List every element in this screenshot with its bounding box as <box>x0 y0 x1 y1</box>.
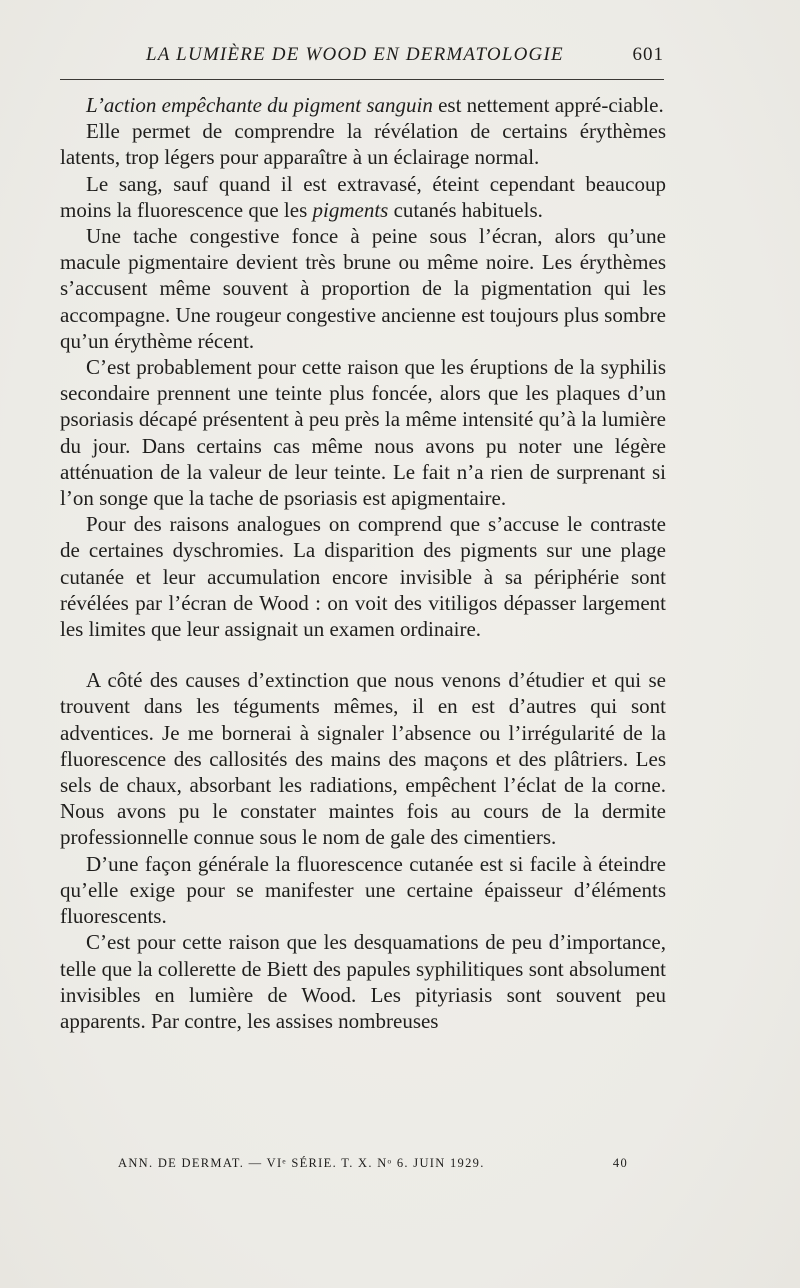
paragraph-text: Une tache congestive fonce à peine sous l’écran, alors qu’une macule pigmentaire devient très brune ou même noire. Les érythèmes s’accusent même souvent à proportion de la pigmentation qui les accompagne. Une rougeur congestive ancienne est toujours plus sombre qu’un érythème récent. <box>60 224 666 353</box>
page-number: 601 <box>632 44 664 65</box>
body-text <box>60 92 666 1034</box>
paragraph-5 <box>60 354 666 511</box>
paragraph-text: D’une façon générale la fluorescence cutanée est si facile à éteindre qu’elle exige pour se manifester une certaine épaisseur d’éléments fluorescents. <box>60 851 666 929</box>
page-header <box>60 44 664 74</box>
header-rule <box>60 79 664 80</box>
signature-mark: 40 <box>612 1156 628 1170</box>
paragraph-3 <box>60 171 666 223</box>
paragraph-6 <box>60 511 666 642</box>
italic-phrase: L’action empêchante du pigment sanguin <box>86 93 433 117</box>
running-title: LA LUMIÈRE DE WOOD EN DERMATOLOGIE <box>146 44 564 65</box>
paragraph-text: est nettement appré-ciable. <box>432 93 664 117</box>
paragraph-text: cutanés habituels. <box>388 197 543 222</box>
paragraph-2 <box>60 118 666 170</box>
paragraph-text: Pour des raisons analogues on comprend que s’accuse le contraste de certaines dyschromies. La disparition des pigments sur une plage cutanée et leur accumulation encore invisible à sa périphérie sont révélées par l’écran de Wood : on voit des vitiligos dépasser largement les limites que leur assignait un examen ordinaire. <box>60 512 666 642</box>
paragraph-7 <box>60 667 666 850</box>
paragraph-text: C’est probablement pour cette raison que les éruptions de la syphilis secondaire prennent une teinte plus foncée, alors que les plaques d’un psoriasis décapé présentent à peu près la même intensité qu’à la lumière du jour. Dans certains cas même nous avons pu noter une légère atténuation de la valeur de leur teinte. Le fait n’a rien de surprenant si l’on songe que la tache de psoriasis est apigmentaire. <box>60 355 666 511</box>
paragraph-text: Le sang, sauf quand il est extravasé, éteint cependant beaucoup moins la fluorescence que les <box>60 171 666 222</box>
paragraph-9 <box>60 929 666 1034</box>
journal-reference: ANN. DE DERMAT. — VIᵉ SÉRIE. T. X. Nᵒ 6. JUIN 1929. <box>118 1156 485 1170</box>
paragraph-4 <box>60 223 666 354</box>
paragraph-text: A côté des causes d’extinction que nous venons d’étudier et qui se trouvent dans les téguments mêmes, il en est d’autres qui sont adventices. Je me bornerai à signaler l’absence ou l’irrégularité de la fluorescence des callosités des mains des maçons et des plâtriers. Les sels de chaux, absorbant les radiations, empêchent l’éclat de la corne. Nous avons pu le constater maintes fois au cours de la dermite professionnelle connue sous le nom de gale des cimentiers. <box>60 668 666 850</box>
page-footer <box>118 1156 628 1176</box>
italic-word: pigments <box>312 197 389 222</box>
paragraph-text: Elle permet de comprendre la révélation de certains érythèmes latents, trop légers pour apparaître à un éclairage normal. <box>60 119 666 170</box>
paragraph-1 <box>60 92 666 118</box>
paragraph-8 <box>60 851 666 930</box>
paragraph-text: C’est pour cette raison que les desquamations de peu d’importance, telle que la collerette de Biett des papules syphilitiques sont absolument invisibles en lumière de Wood. Les pityriasis sont souvent peu apparents. Par contre, les assises nombreuses <box>60 930 666 1033</box>
